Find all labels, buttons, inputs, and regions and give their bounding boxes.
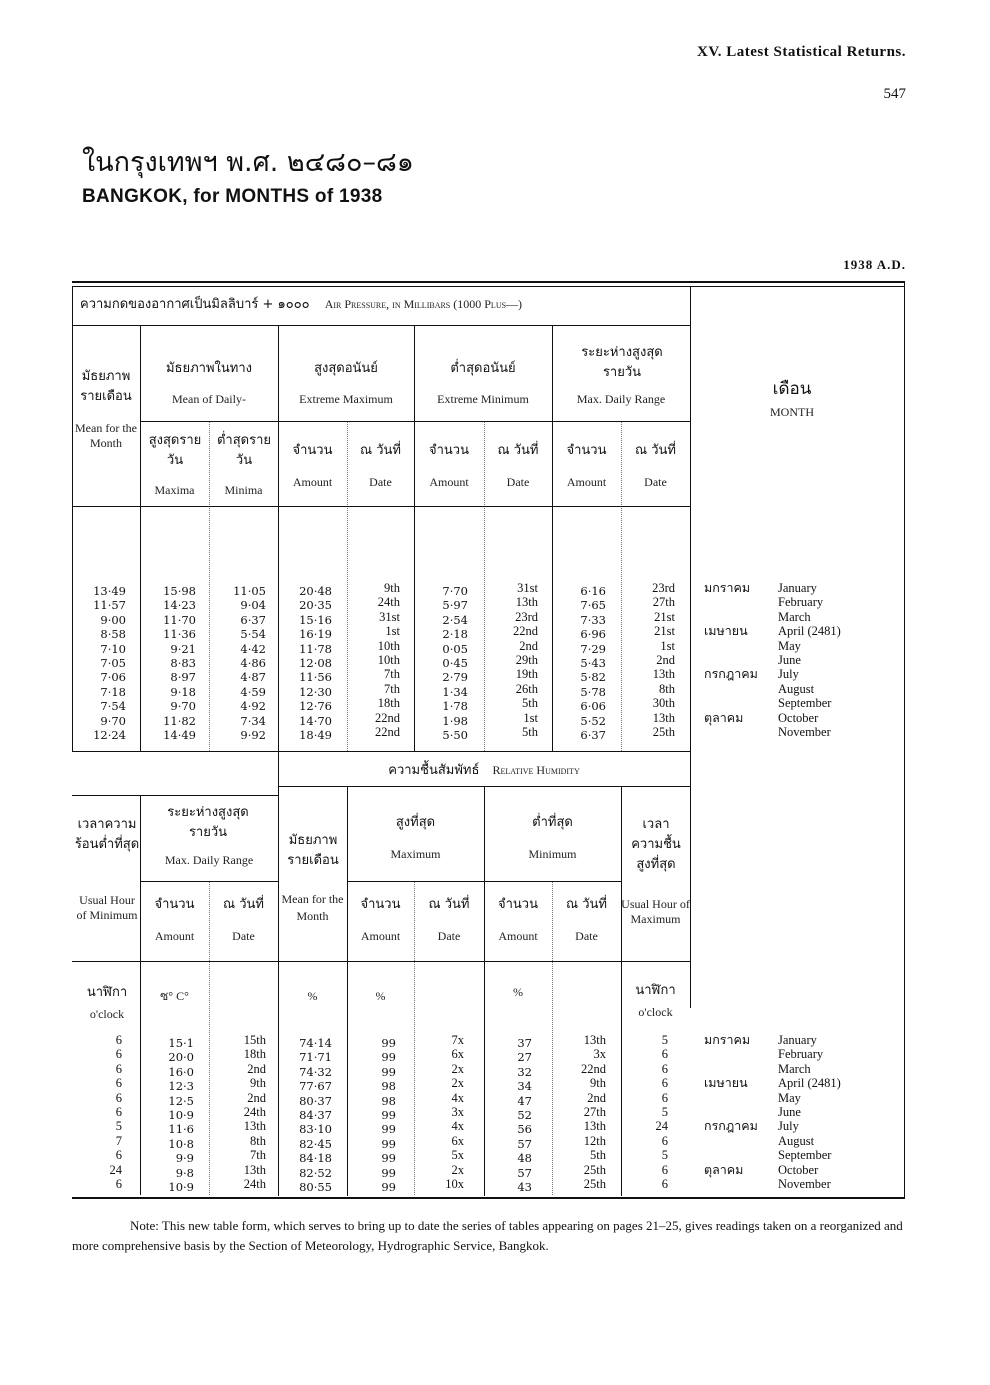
pressure-col-rule [278, 325, 279, 751]
ext-min-date-values: 31st 13th 23rd 22nd 2nd 29th 19th 26th 5th 1st 5th [513, 581, 538, 740]
humidity-title-english: Relative Humidity [492, 763, 580, 777]
hour-max-values: 5 6 6 6 6 5 24 6 5 6 6 [655, 1033, 668, 1192]
ext-min-amount-english: Amount [429, 475, 469, 489]
group-extreme-min-english: Extreme Minimum [437, 392, 529, 406]
humidity-max-amount-english: Amount [360, 929, 401, 943]
humidity-min-date-english: Date [575, 929, 598, 943]
temp-range-thai: ระยะห่างสูงสุดรายวัน [167, 805, 249, 840]
humidity-max-amount-thai: จำนวน [360, 897, 401, 912]
pressure-subheader-rule [140, 421, 690, 422]
pressure-subcol-rule [209, 421, 210, 751]
ext-min-amount-thai: จำนวน [429, 443, 469, 458]
humidity-min-amount-english: Amount [498, 929, 538, 943]
humidity-min-date-thai: ณ วันที่ [566, 897, 607, 912]
unit-hour-english-left: o'clock [89, 1007, 125, 1021]
group-extreme-max-thai: สูงสุดอนันย์ [314, 361, 378, 376]
pressure-maxima-values: 15·98 14·23 11·70 11·36 9·21 8·83 8·97 9·18 9·70 11·82 14·49 [163, 584, 196, 743]
pressure-header-bottom-rule [72, 506, 690, 507]
humidity-section-title [278, 761, 690, 781]
pressure-mean-month-values: 13·49 11·57 9·00 8·58 7·10 7·05 7·06 7·18 7·54 9·70 12·24 [93, 584, 126, 743]
table-bottom-rule [72, 1197, 904, 1199]
unit-hour-thai-right: นาฬิกา [635, 983, 676, 998]
humidity-max-date-values: 7x 6x 2x 2x 4x 3x 4x 6x 5x 2x 10x [445, 1033, 464, 1192]
hour-max-english: Usual Hour of Maximum [621, 897, 690, 926]
humidity-max-date-english: Date [437, 929, 461, 943]
table-top-rule [72, 281, 904, 283]
temp-range-date-thai: ณ วันที่ [223, 897, 264, 912]
group-extreme-max-english: Extreme Maximum [299, 392, 393, 406]
range-amount-english: Amount [566, 475, 607, 489]
range-amount-thai: จำนวน [566, 443, 607, 458]
month-header-english: MONTH [770, 405, 814, 419]
hour-min-thai: เวลาความร้อนต่ำที่สุด [74, 817, 140, 852]
unit-percent-min: % [513, 985, 523, 999]
group-extreme-min-thai: ต่ำสุดอนันย์ [450, 361, 516, 376]
humidity-min-thai: ต่ำที่สุด [532, 815, 573, 830]
footnote: Note: This new table form, which serves to bring up to date the series of tables appearing on pages 21–25, gives readings taken on a reorganized and more comprehensive basis by the Section of Meteorology, Hydrographic Service, Bangkok. [72, 1218, 903, 1253]
ext-min-amount-values: 7·70 5·97 2·54 2·18 0·05 0·45 2·79 1·34 1·78 1·98 5·50 [442, 584, 468, 743]
pressure-title-english: Air Pressure, in Millibars (1000 Plus—) [324, 297, 523, 311]
humidity-max-english: Maximum [390, 847, 441, 861]
humidity-title-thai: ความชื้นสัมพัทธ์ [388, 763, 480, 778]
ext-max-amount-english: Amount [292, 475, 333, 489]
title-thai: ในกรุงเทพฯ พ.ศ. ๒๔๘๐–๘๑ [82, 147, 414, 178]
humidity-mean-values: 74·14 71·71 74·32 77·67 80·37 84·37 83·10 82·45 84·18 82·52 80·55 [299, 1036, 332, 1195]
ext-min-date-english: Date [506, 475, 530, 489]
humidity-header-bottom-rule [72, 961, 690, 962]
humidity-subheader-rule [140, 881, 278, 882]
table-left-border-upper [72, 286, 73, 752]
humidity-mean-english: Mean for the Month [281, 892, 344, 923]
ext-max-date-english: Date [369, 475, 392, 489]
statistics-table [72, 281, 904, 1199]
pressure-month-thai-values: มกราคม เมษายน กรกฎาคม ตุลาคม [704, 580, 758, 725]
ext-max-amount-values: 20·48 20·35 15·16 16·19 11·78 12·08 11·56 12·30 12·76 14·70 18·49 [299, 584, 332, 743]
humidity-max-thai: สูงที่สุด [395, 815, 436, 830]
hour-max-thai: เวลาความชื้นสูงที่สุด [631, 817, 681, 872]
humidity-left-top-rule [72, 795, 278, 796]
humidity-month-thai-values: มกราคม เมษายน กรกฎาคม ตุลาคม [704, 1032, 758, 1177]
humidity-mean-thai: มัธยภาพรายเดือน [287, 833, 339, 868]
pressure-title-thai: ความกดของอากาศเป็นมิลลิบาร์ + ๑๐๐๐ [80, 297, 310, 312]
temp-range-amount-english: Amount [154, 929, 195, 943]
unit-hour-english-right: o'clock [638, 1005, 673, 1019]
temp-range-date-english: Date [232, 929, 255, 943]
group-daily-range-thai: ระยะห่างสูงสุดรายวัน [581, 345, 663, 380]
humidity-subheader-rule [347, 881, 621, 882]
humidity-min-amount-thai: จำนวน [498, 897, 538, 912]
unit-percent-mean: % [307, 989, 318, 1003]
pressure-bottom-rule [72, 751, 278, 752]
pressure-col-rule [140, 325, 141, 751]
hour-min-values: 6 6 6 6 6 6 5 7 6 24 6 [109, 1033, 122, 1192]
hour-min-english: Usual Hour of Minimum [76, 893, 138, 922]
pressure-bottom-rule-right [278, 751, 690, 752]
table-right-border [904, 281, 905, 1199]
minima-thai: ต่ำสุดรายวัน [216, 433, 272, 468]
minima-english: Minima [224, 483, 263, 497]
humidity-max-amount-values: 99 99 99 98 98 99 99 99 99 99 99 [381, 1036, 396, 1195]
running-head: XV. Latest Statistical Returns. [697, 44, 906, 60]
humidity-min-english: Minimum [528, 847, 577, 861]
ext-min-date-thai: ณ วันที่ [497, 443, 539, 458]
pressure-col-rule [414, 325, 415, 751]
ext-max-date-thai: ณ วันที่ [360, 443, 401, 458]
pressure-minima-values: 11·05 9·04 6·37 5·54 4·42 4·86 4·87 4·59 4·92 7·34 9·92 [233, 584, 266, 743]
group-mean-daily-english: Mean of Daily- [172, 392, 246, 406]
month-column-divider [690, 286, 691, 1008]
table-top-rule-inner [72, 286, 904, 287]
title-english: BANGKOK, for MONTHS of 1938 [82, 186, 383, 207]
page-number: 547 [883, 86, 906, 102]
humidity-min-amount-values: 37 27 32 34 47 52 56 57 48 57 43 [517, 1036, 532, 1195]
pressure-month-english-values: January February March April (2481) May June July August September October November [778, 581, 841, 740]
year-label: 1938 A.D. [843, 257, 906, 272]
range-date-values: 23rd 27th 21st 21st 1st 2nd 13th 8th 30th 13th 25th [652, 581, 675, 740]
humidity-month-english-values: January February March April (2481) May June July August September October November [778, 1033, 841, 1192]
range-date-english: Date [644, 475, 667, 489]
temp-range-date-values: 15th 18th 2nd 9th 2nd 24th 13th 8th 7th 13th 24th [243, 1033, 266, 1192]
maxima-thai: สูงสุดรายวัน [148, 433, 202, 468]
maxima-english: Maxima [154, 483, 195, 497]
humidity-max-date-thai: ณ วันที่ [428, 897, 470, 912]
pressure-title-rule [72, 325, 690, 326]
unit-temperature: ซ° C° [160, 989, 189, 1003]
ext-max-amount-thai: จำนวน [292, 443, 333, 458]
pressure-section-title [80, 295, 690, 315]
pressure-mean-month-english: Mean for the Month [75, 421, 137, 450]
unit-hour-thai-left: นาฬิกา [86, 985, 128, 1000]
humidity-min-date-values: 13th 3x 22nd 9th 2nd 27th 13th 12th 5th 25th 25th [581, 1033, 606, 1192]
group-daily-range-english: Max. Daily Range [576, 392, 666, 406]
ext-max-date-values: 9th 24th 31st 1st 10th 10th 7th 7th 18th 22nd 22nd [375, 581, 400, 740]
temp-range-amount-thai: จำนวน [154, 897, 195, 912]
unit-percent-max: % [375, 989, 386, 1003]
month-header-thai: เดือน [772, 379, 812, 399]
range-date-thai: ณ วันที่ [635, 443, 676, 458]
temp-range-english: Max. Daily Range [164, 853, 254, 867]
temp-range-amount-values: 15·1 20·0 16·0 12·3 12·5 10·9 11·6 10·8 9·9 9·8 10·9 [168, 1036, 194, 1195]
pressure-col-rule [552, 325, 553, 751]
range-amount-values: 6·16 7·65 7·33 6·96 7·29 5·43 5·82 5·78 6·06 5·52 6·37 [580, 584, 606, 743]
group-mean-daily-thai: มัธยภาพในทาง [165, 361, 252, 376]
pressure-mean-month-thai: มัธยภาพรายเดือน [80, 369, 132, 404]
